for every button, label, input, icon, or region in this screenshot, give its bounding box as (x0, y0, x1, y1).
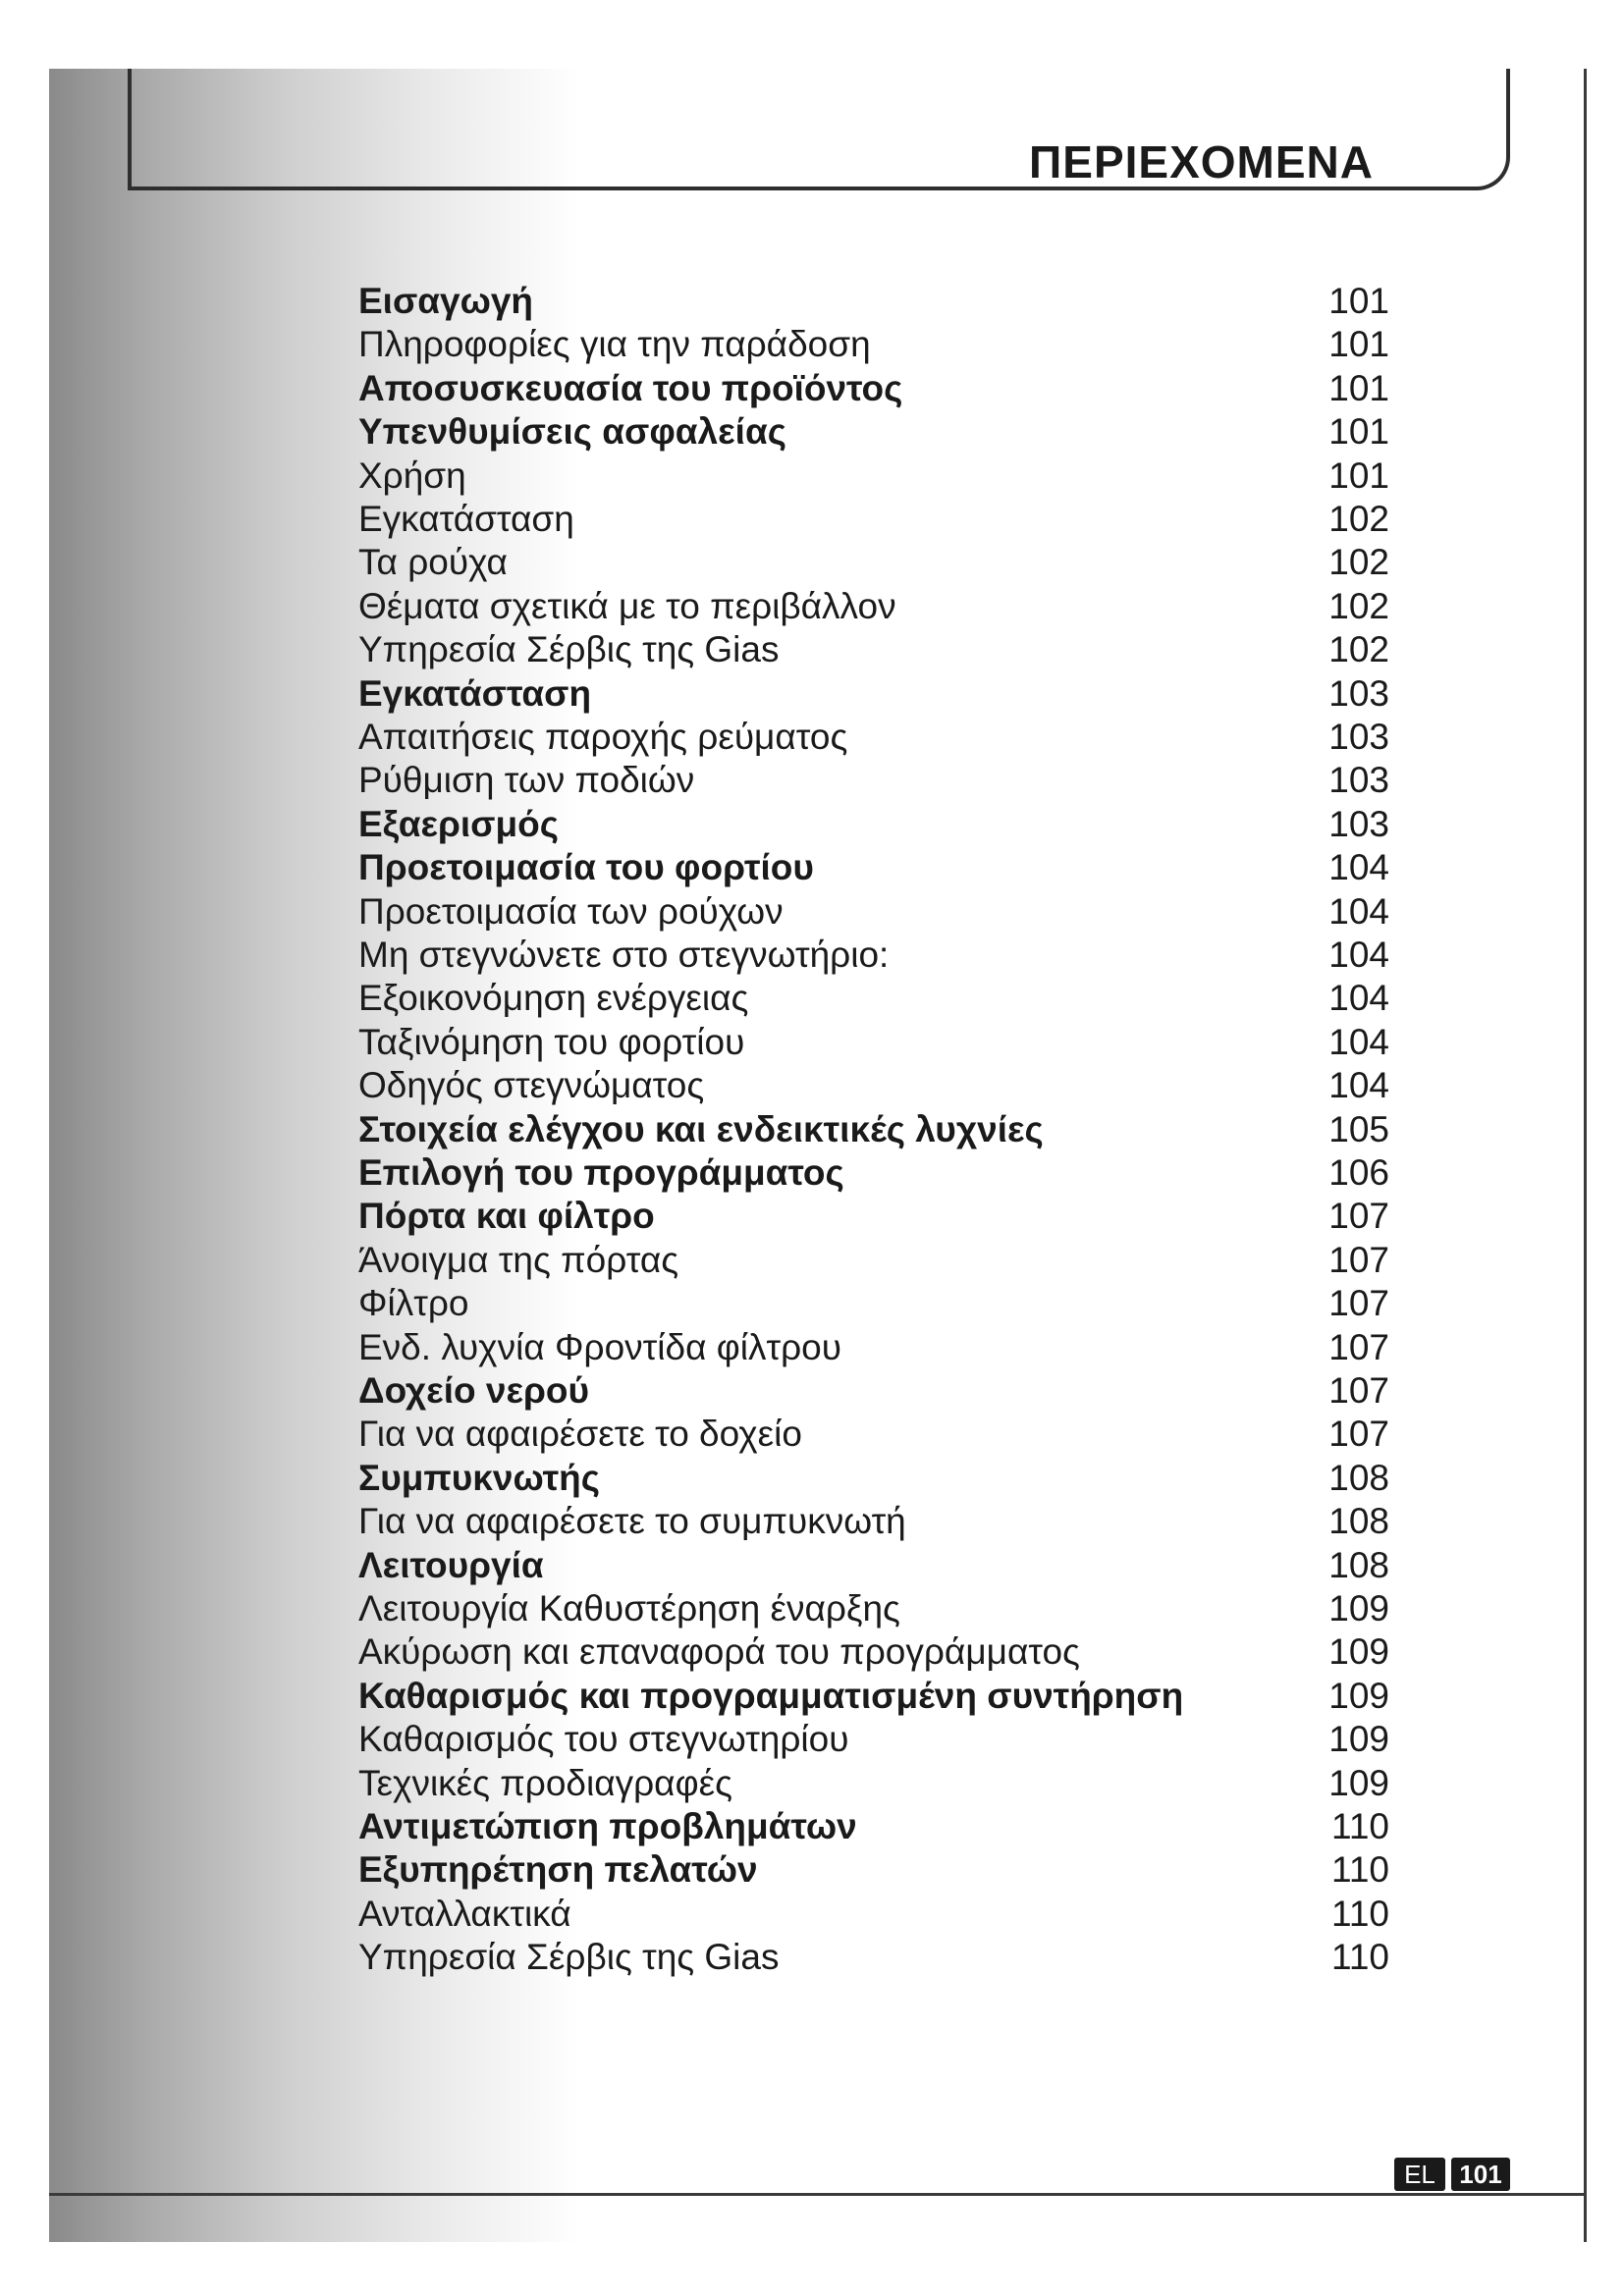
toc-entry[interactable] (358, 934, 1389, 976)
toc-entry[interactable] (358, 1631, 1389, 1673)
toc-entry-page: 105 (1328, 1108, 1389, 1149)
toc-entry-page: 102 (1328, 585, 1389, 626)
toc-entry-title: Καθαρισμός του στεγνωτηρίου (358, 1719, 849, 1760)
toc-entry-title: Υπηρεσία Σέρβις της Gias (358, 629, 780, 670)
toc-entry-title: Συμπυκνωτής (358, 1457, 601, 1498)
toc-entry-page: 109 (1328, 1588, 1389, 1629)
toc-entry[interactable] (358, 673, 1389, 715)
toc-entry-page: 110 (1331, 1937, 1389, 1978)
toc-entry-title: Χρήση (358, 454, 466, 496)
toc-entry[interactable] (358, 1109, 1389, 1150)
toc-entry-title: Πόρτα και φίλτρο (358, 1196, 655, 1237)
toc-entry-title: Τεχνικές προδιαγραφές (358, 1762, 732, 1803)
toc-entry-title: Εισαγωγή (358, 281, 534, 321)
toc-entry-page: 107 (1328, 1239, 1389, 1280)
toc-entry[interactable] (358, 978, 1389, 1019)
toc-entry-page: 107 (1328, 1326, 1389, 1367)
language-badge: EL (1394, 2158, 1445, 2191)
toc-entry-title: Εξυπηρέτηση πελατών (358, 1849, 758, 1891)
toc-entry-page: 107 (1328, 1283, 1389, 1324)
toc-entry-page: 104 (1328, 1021, 1389, 1062)
toc-entry[interactable] (358, 1152, 1389, 1194)
toc-entry-title: Τα ρούχα (358, 542, 508, 583)
toc-entry-page: 101 (1328, 367, 1389, 408)
toc-entry-page: 106 (1328, 1152, 1389, 1193)
toc-entry-title: Πληροφορίες για την παράδοση (358, 324, 871, 365)
toc-entry[interactable] (358, 1370, 1389, 1412)
toc-entry-title: Φίλτρο (358, 1283, 469, 1324)
toc-entry[interactable] (358, 804, 1389, 845)
toc-entry-title: Εγκατάσταση (358, 499, 574, 539)
toc-entry-page: 109 (1328, 1719, 1389, 1760)
toc-entry-title: Επιλογή του προγράμματος (358, 1152, 844, 1193)
toc-entry-page: 110 (1331, 1893, 1389, 1934)
toc-entry-title: Ρύθμιση των ποδιών (358, 760, 695, 801)
toc-entry[interactable] (358, 324, 1389, 365)
toc-entry-page: 103 (1328, 760, 1389, 801)
bottom-rule (49, 2193, 1587, 2196)
toc-entry[interactable] (358, 717, 1389, 758)
toc-entry-page: 101 (1328, 324, 1389, 365)
toc-entry-page: 104 (1328, 978, 1389, 1019)
toc-entry-title: Ακύρωση και επαναφορά του προγράμματος (358, 1631, 1080, 1673)
toc-entry-page: 103 (1328, 672, 1389, 714)
toc-entry-page: 110 (1331, 1849, 1389, 1891)
toc-entry[interactable] (358, 1022, 1389, 1063)
toc-entry-page: 102 (1328, 542, 1389, 583)
toc-entry[interactable] (358, 1065, 1389, 1106)
toc-entry[interactable] (358, 760, 1389, 801)
toc-entry-title: Λειτουργία (358, 1544, 544, 1585)
toc-entry-page: 102 (1328, 629, 1389, 670)
toc-entry[interactable] (358, 1676, 1389, 1717)
toc-entry[interactable] (358, 499, 1389, 540)
toc-entry-page: 103 (1328, 717, 1389, 757)
toc-entry-title: Ενδ. λυχνία Φροντίδα φίλτρου (358, 1326, 841, 1367)
toc-entry[interactable] (358, 1327, 1389, 1368)
toc-entry[interactable] (358, 586, 1389, 627)
toc-entry-title: Ταξινόμηση του φορτίου (358, 1021, 745, 1062)
toc-entry[interactable] (358, 368, 1389, 409)
toc-entry-page: 103 (1328, 803, 1389, 844)
toc-entry[interactable] (358, 1501, 1389, 1542)
toc-entry[interactable] (358, 455, 1389, 497)
toc-entry-title: Αντιμετώπιση προβλημάτων (358, 1806, 857, 1846)
toc-entry-title: Οδηγός στεγνώματος (358, 1065, 705, 1106)
page-title: ΠΕΡΙΕΧΟΜΕΝΑ (1029, 136, 1374, 187)
toc-entry-title: Καθαρισμός και προγραμματισμένη συντήρηση (358, 1675, 1184, 1716)
toc-entry-page: 107 (1328, 1414, 1389, 1455)
toc-entry-page: 107 (1328, 1370, 1389, 1411)
toc-entry-title: Απαιτήσεις παροχής ρεύματος (358, 717, 848, 757)
toc-entry-title: Θέματα σχετικά με το περιβάλλον (358, 585, 896, 626)
toc-entry-title: Υπηρεσία Σέρβις της Gias (358, 1937, 780, 1978)
toc-entry-title: Εξοικονόμηση ενέργειας (358, 978, 749, 1019)
toc-entry[interactable] (358, 542, 1389, 583)
toc-entry-title: Στοιχεία ελέγχου και ενδεικτικές λυχνίες (358, 1108, 1044, 1149)
toc-entry[interactable] (358, 1719, 1389, 1760)
toc-entry[interactable] (358, 1545, 1389, 1586)
toc-entry-title: Μη στεγνώνετε στο στεγνωτήριο: (358, 934, 890, 975)
toc-entry-page: 104 (1328, 847, 1389, 888)
toc-entry-title: Άνοιγμα της πόρτας (358, 1239, 679, 1280)
toc-entry[interactable] (358, 1588, 1389, 1629)
toc-entry-page: 107 (1328, 1196, 1389, 1237)
toc-entry-title: Προετοιμασία των ρούχων (358, 890, 784, 932)
toc-entry-page: 109 (1328, 1675, 1389, 1716)
toc-entry[interactable] (358, 891, 1389, 933)
toc-entry-page: 104 (1328, 934, 1389, 975)
toc-entry-title: Υπενθυμίσεις ασφαλείας (358, 411, 786, 453)
toc-entry-page: 104 (1328, 890, 1389, 932)
toc-entry-page: 108 (1328, 1457, 1389, 1498)
toc-entry[interactable] (358, 1283, 1389, 1324)
toc-entry-page: 109 (1328, 1762, 1389, 1803)
toc-entry[interactable] (358, 1240, 1389, 1281)
toc-entry[interactable] (358, 281, 1389, 322)
toc-entry-title: Προετοιμασία του φορτίου (358, 847, 814, 888)
page-number-badge: 101 (1451, 2158, 1510, 2191)
toc-entry[interactable] (358, 1196, 1389, 1237)
toc-entry-title: Εγκατάσταση (358, 672, 592, 714)
toc-entry-page: 108 (1328, 1501, 1389, 1542)
toc-entry[interactable] (358, 1894, 1389, 1935)
toc-entry-page: 104 (1328, 1065, 1389, 1106)
toc-entry[interactable] (358, 411, 1389, 453)
toc-entry[interactable] (358, 1849, 1389, 1891)
toc-entry[interactable] (358, 1763, 1389, 1804)
toc-entry-title: Αποσυσκευασία του προϊόντος (358, 367, 903, 408)
toc-entry-page: 109 (1328, 1631, 1389, 1673)
toc-entry-title: Λειτουργία Καθυστέρηση έναρξης (358, 1588, 900, 1629)
toc-entry-page: 102 (1328, 499, 1389, 539)
toc-entry-page: 108 (1328, 1544, 1389, 1585)
toc-entry[interactable] (358, 1458, 1389, 1499)
toc-entry-title: Εξαερισμός (358, 803, 559, 844)
toc-entry[interactable] (358, 1937, 1389, 1978)
toc-entry-title: Για να αφαιρέσετε το συμπυκνωτή (358, 1501, 906, 1542)
toc-entry[interactable] (358, 629, 1389, 670)
toc-entry[interactable] (358, 1414, 1389, 1455)
toc-entry-page: 101 (1328, 411, 1389, 453)
toc-entry-title: Ανταλλακτικά (358, 1893, 571, 1934)
toc-entry-page: 110 (1331, 1806, 1389, 1846)
toc-entry[interactable] (358, 847, 1389, 888)
toc-entry-page: 101 (1328, 454, 1389, 496)
toc-entry-page: 101 (1328, 281, 1389, 321)
toc-entry-title: Για να αφαιρέσετε το δοχείο (358, 1414, 802, 1455)
toc-entry[interactable] (358, 1806, 1389, 1847)
toc-entry-title: Δοχείο νερού (358, 1370, 590, 1411)
